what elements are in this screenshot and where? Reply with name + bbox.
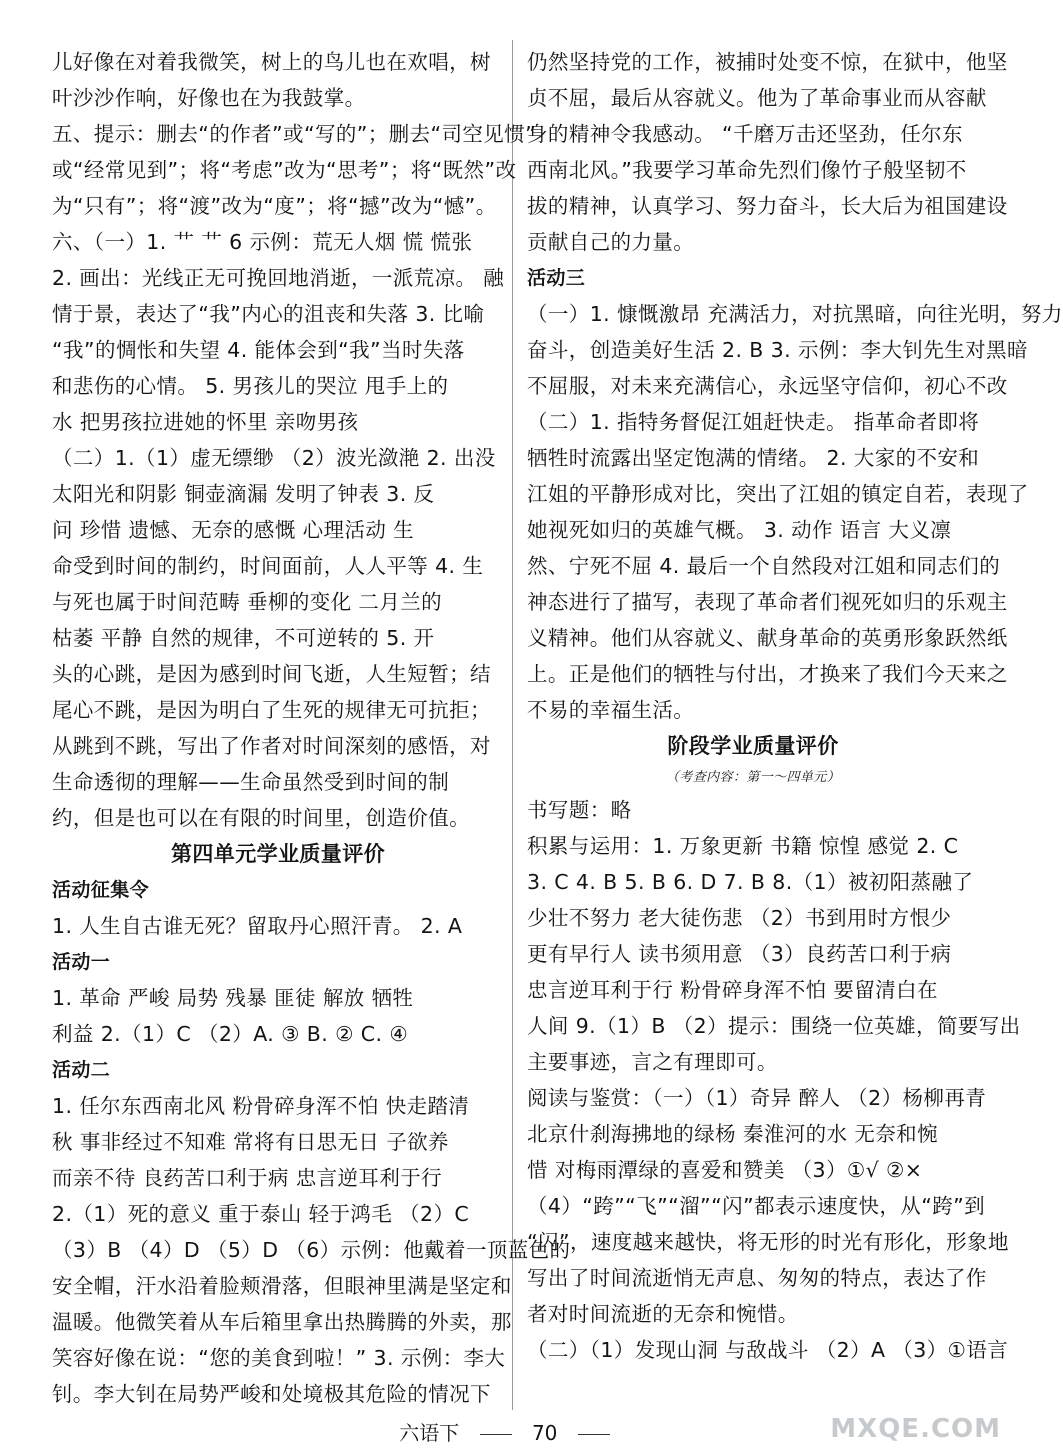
text-line: 太阳光和阴影 铜壶滴漏 发明了钟表 3. 反 (52, 482, 435, 506)
text-line: （二）（1）发现山洞 与敌战斗 （2）A （3）①语言 (527, 1338, 1009, 1362)
text-line: 六、（一）1. ⺾ ⺾ 6 示例：荒无人烟 慌 慌张 (52, 230, 473, 254)
text-line: 主要事迹，言之有理即可。 (527, 1050, 778, 1074)
text-line: 头的心跳，是因为感到时间飞逝，人生短暂；结 (52, 662, 491, 686)
text-line: 她视死如归的英雄气概。 3. 动作 语言 大义凛 (527, 518, 952, 542)
text-line: 上。正是他们的牺牲与付出，才换来了我们今天来之 (527, 662, 1008, 686)
text-line: 1. 任尔东西南北风 粉骨碎身浑不怕 快走踏清 (52, 1094, 470, 1118)
text-line: 1. 人生自古谁无死？留取丹心照汗青。 2. A (52, 914, 463, 938)
section-subtitle: （考查内容：第一～四单元） (665, 770, 841, 785)
text-line: 不屈服，对未来充满信心，永远坚守信仰，初心不改 (527, 374, 1008, 398)
text-line: 生命透彻的理解——生命虽然受到时间的制 (52, 770, 450, 794)
text-line: 温暖。他微笑着从车后箱里拿出热腾腾的外卖，那 (52, 1310, 512, 1334)
text-line: 书写题：略 (527, 798, 632, 822)
text-line: 和悲伤的心情。 5. 男孩儿的哭泣 甩手上的 (52, 374, 449, 398)
text-line: 者对时间流逝的无奈和惋惜。 (527, 1302, 799, 1326)
text-line: 义精神。他们从容就义、献身革命的英勇形象跃然纸 (527, 626, 1008, 650)
text-line: 钊。李大钊在局势严峻和处境极其危险的情况下 (52, 1382, 491, 1406)
page-number: 70 (531, 1421, 558, 1445)
text-line: 秋 事非经过不知难 常将有日思无日 子欲养 (52, 1130, 449, 1154)
text-line: 五、提示：删去“的作者”或“写的”；删去“司空见惯” (52, 122, 537, 146)
section-heading: 活动征集令 (52, 879, 150, 901)
footer-dash (578, 1434, 610, 1435)
footer-dash (480, 1434, 512, 1435)
text-line: 惜 对梅雨潭绿的喜爱和赞美 （3）①√ ②× (527, 1158, 923, 1182)
text-line: 更有早行人 读书须用意 （3）良药苦口利于病 (527, 942, 952, 966)
text-line: 安全帽，汗水沿着脸颊滑落，但眼神里满是坚定和 (52, 1274, 512, 1298)
text-line: 情于景，表达了“我”内心的沮丧和失落 3. 比喻 (52, 302, 485, 326)
text-line: 2. 画出：光线正无可挽回地消逝，一派荒凉。 融 (52, 266, 505, 290)
text-line: 儿好像在对着我微笑，树上的鸟儿也在欢唱，树 (52, 50, 491, 74)
text-line: 笑容好像在说：“您的美食到啦！” 3. 示例：李大 (52, 1346, 506, 1370)
text-line: 牺牲时流露出坚定饱满的情绪。 2. 大家的不安和 (527, 446, 980, 470)
watermark-text: MXQE.COM (830, 1414, 1001, 1444)
text-line: 约，但是也可以在有限的时间里，创造价值。 (52, 806, 470, 830)
text-line: 积累与运用：1. 万象更新 书籍 惊惶 感觉 2. C (527, 834, 959, 858)
text-line: 西南北风。”我要学习革命先烈们像竹子般坚韧不 (527, 158, 967, 182)
section-heading: 活动一 (52, 951, 111, 973)
text-line: 奋斗，创造美好生活 2. B 3. 示例：李大钊先生对黑暗 (527, 338, 1028, 362)
text-line: 3. C 4. B 5. B 6. D 7. B 8.（1）被初阳蒸融了 (527, 870, 974, 894)
text-line: 与死也属于时间范畴 垂柳的变化 二月兰的 (52, 590, 443, 614)
text-line: （一）1. 慷慨激昂 充满活力，对抗黑暗，向往光明，努力 (527, 302, 1063, 326)
column-divider (512, 40, 513, 1410)
text-line: “我”的惆怅和失望 4. 能体会到“我”当时失落 (52, 338, 465, 362)
text-line: “闪”，速度越来越快，将无形的时光有形化，形象地 (527, 1230, 1009, 1254)
text-line: 写出了时间流逝悄无声息、匆匆的特点，表达了作 (527, 1266, 987, 1290)
section-title: 阶段学业质量评价 (667, 734, 839, 758)
text-line: 神态进行了描写，表现了革命者们视死如归的乐观主 (527, 590, 1008, 614)
text-line: 拔的精神，认真学习、努力奋斗，长大后为祖国建设 (527, 194, 1008, 218)
text-line: 身的精神令我感动。 “千磨万击还坚劲，任尔东 (527, 122, 963, 146)
text-line: 从跳到不跳，写出了作者对时间深刻的感悟，对 (52, 734, 491, 758)
text-line: 仍然坚持党的工作，被捕时处变不惊，在狱中，他坚 (527, 50, 1008, 74)
text-line: （二）1.（1）虚无缥缈 （2）波光潋滟 2. 出没 (52, 446, 496, 470)
text-line: 贡献自己的力量。 (527, 230, 695, 254)
text-line: 为“只有”；将“渡”改为“度”；将“撼”改为“憾”。 (52, 194, 497, 218)
text-line: 水 把男孩拉进她的怀里 亲吻男孩 (52, 410, 359, 434)
section-title: 第四单元学业质量评价 (171, 842, 385, 866)
left-column-continued (52, 872, 571, 1412)
text-line: 或“经常见到”；将“考虑”改为“思考”；将“既然”改 (52, 158, 517, 182)
text-line: 2.（1）死的意义 重于泰山 轻于鸿毛 （2）C (52, 1202, 470, 1226)
text-line: （3）B （4）D （5）D （6）示例：他戴着一顶蓝色的 (52, 1238, 571, 1262)
text-line: 少壮不努力 老大徒伤悲 （2）书到用时方恨少 (527, 906, 952, 930)
text-line: 命受到时间的制约，时间面前，人人平等 4. 生 (52, 554, 484, 578)
section-heading: 活动三 (527, 267, 586, 289)
text-line: 叶沙沙作响，好像也在为我鼓掌。 (52, 86, 366, 110)
text-line: 江姐的平静形成对比，突出了江姐的镇定自若，表现了 (527, 482, 1029, 506)
watermark-logo (830, 1380, 1005, 1450)
section-heading: 活动二 (52, 1059, 111, 1081)
right-column (527, 44, 1063, 1368)
text-line: 贞不屈，最后从容就义。他为了革命事业而从容献 (527, 86, 987, 110)
text-line: 人间 9.（1）B （2）提示：围绕一位英雄，简要写出 (527, 1014, 1021, 1038)
text-line: （二）1. 指特务督促江姐赶快走。 指革命者即将 (527, 410, 980, 434)
footer-label: 六语下 (399, 1421, 460, 1445)
text-line: 阅读与鉴赏：（一）（1）奇异 醉人 （2）杨柳再青 (527, 1086, 987, 1110)
text-line: 北京什刹海拂地的绿杨 秦淮河的水 无奈和惋 (527, 1122, 938, 1146)
text-line: 1. 革命 严峻 局势 残暴 匪徒 解放 牺牲 (52, 986, 414, 1010)
text-line: 而亲不待 良药苦口利于病 忠言逆耳利于行 (52, 1166, 443, 1190)
text-line: 问 珍惜 遗憾、无奈的感慨 心理活动 生 (52, 518, 415, 542)
text-line: 枯萎 平静 自然的规律，不可逆转的 5. 开 (52, 626, 435, 650)
text-line: 利益 2.（1）C （2）A. ③ B. ② C. ④ (52, 1022, 409, 1046)
text-line: （4）“跨”“飞”“溜”“闪”都表示速度快，从“跨”到 (527, 1194, 986, 1218)
text-line: 不易的幸福生活。 (527, 698, 695, 722)
text-line: 忠言逆耳利于行 粉骨碎身浑不怕 要留清白在 (527, 978, 938, 1002)
text-line: 然、宁死不屈 4. 最后一个自然段对江姐和同志们的 (527, 554, 1001, 578)
text-line: 尾心不跳，是因为明白了生死的规律无可抗拒； (52, 698, 491, 722)
